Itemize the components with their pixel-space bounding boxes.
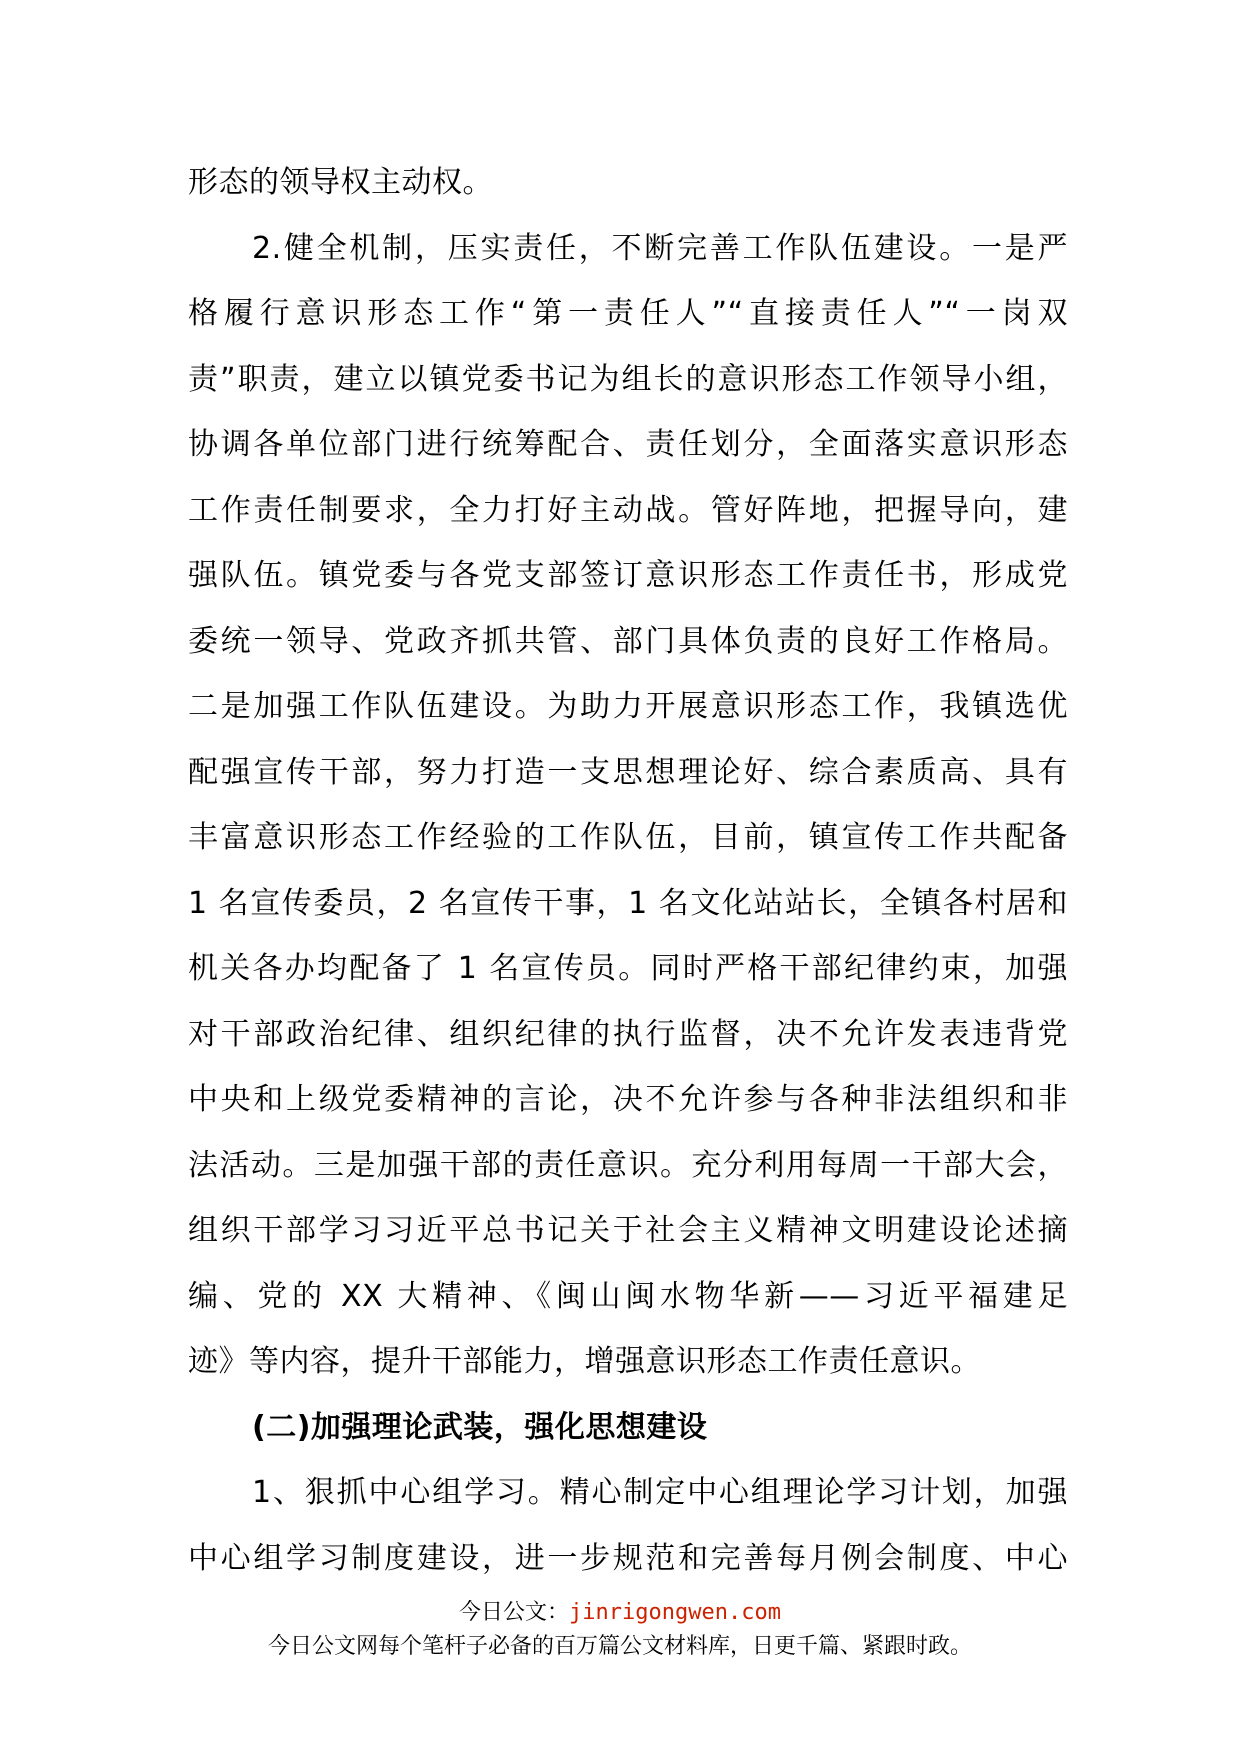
text-line: 机关各办均配备了 1 名宣传员。同时严格干部纪律约束，加强 — [188, 951, 1068, 986]
text-line: 中央和上级党委精神的言论，决不允许参与各种非法组织和非 — [188, 1082, 1068, 1117]
text-line: 委统一领导、党政齐抓共管、部门具体负责的良好工作格局。 — [188, 623, 1068, 659]
text-line: 格履行意识形态工作“第一责任人”“直接责任人”“一岗双 — [188, 296, 1068, 331]
text-line: 法活动。三是加强干部的责任意识。充分利用每周一干部大会， — [188, 1147, 1068, 1183]
text-line: 编、党的 XX 大精神、《闽山闽水物华新——习近平福建足 — [188, 1278, 1068, 1314]
text-line: 迹》等内容，提升干部能力，增强意识形态工作责任意识。 — [188, 1344, 981, 1379]
text-line: 协调各单位部门进行统筹配合、责任划分，全面落实意识形态 — [188, 427, 1068, 462]
text-line: 对干部政治纪律、组织纪律的执行监督，决不允许发表违背党 — [188, 1016, 1068, 1052]
text-line: 二是加强工作队伍建设。为助力开展意识形态工作，我镇选优 — [188, 689, 1068, 724]
footer-description: 今日公文网每个笔杆子必备的百万篇公文材料库，日更千篇、紧跟时政。 — [267, 1634, 972, 1659]
text-line: 丰富意识形态工作经验的工作队伍，目前，镇宣传工作共配备 — [188, 820, 1068, 855]
text-line: 组织干部学习习近平总书记关于社会主义精神文明建设论述摘 — [188, 1213, 1068, 1248]
section-heading: (二)加强理论武装，强化思想建设 — [252, 1409, 708, 1445]
footer-site-url[interactable]: jinrigongwen.com — [569, 1600, 781, 1625]
document-body — [188, 150, 1068, 1591]
text-line: 工作责任制要求，全力打好主动战。管好阵地，把握导向，建 — [188, 492, 1068, 528]
text-line: 责”职责，建立以镇党委书记为组长的意识形态工作领导小组， — [188, 361, 1068, 397]
text-line: 1 名宣传委员，2 名宣传干事，1 名文化站站长，全镇各村居和 — [188, 885, 1068, 921]
paragraph-start-line: 2.健全机制，压实责任，不断完善工作队伍建设。一是严 — [252, 230, 1068, 266]
footer-site-label: 今日公文： — [459, 1600, 570, 1625]
text-line: 形态的领导权主动权。 — [188, 165, 493, 200]
footer-site — [0, 1598, 1240, 1628]
text-line: 中心组学习制度建设，进一步规范和完善每月例会制度、中心 — [188, 1540, 1068, 1576]
paragraph-start-line: 1、狠抓中心组学习。精心制定中心组理论学习计划，加强 — [252, 1475, 1068, 1510]
text-line: 强队伍。镇党委与各党支部签订意识形态工作责任书，形成党 — [188, 558, 1068, 593]
text-line: 配强宣传干部，努力打造一支思想理论好、综合素质高、具有 — [188, 754, 1068, 790]
